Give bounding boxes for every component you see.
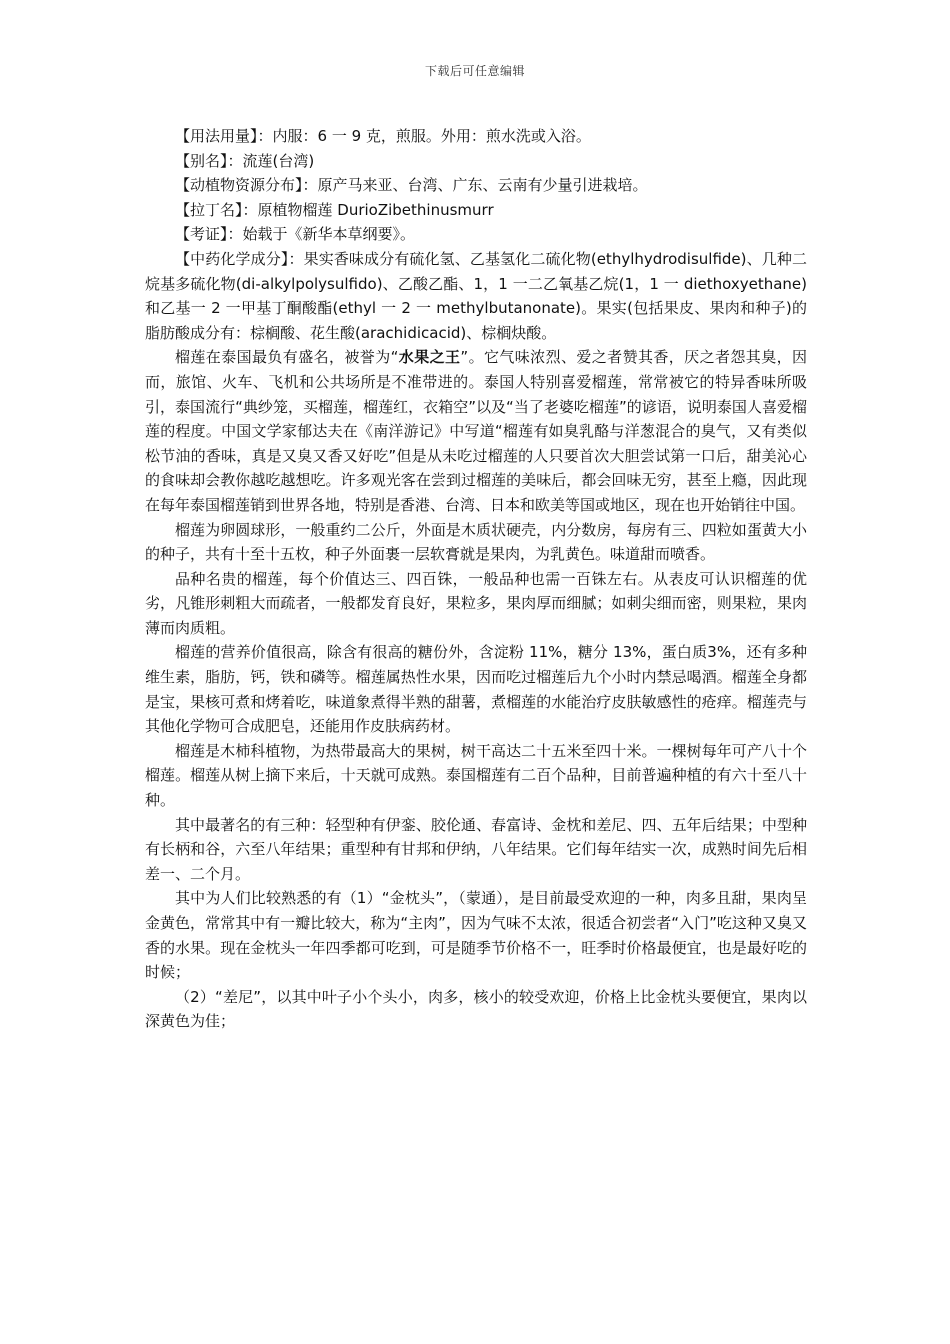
king-of-fruits-paragraph — [145, 345, 807, 517]
price-paragraph: 品种名贵的榴莲，每个价值达三、四百铢，一般品种也需一百铢左右。从表皮可认识榴莲的优劣，凡锥形刺粗大而疏者，一般都发育良好，果粒多，果肉厚而细腻；如刺尖细而密，则果粒，果肉薄而肉质粗。 — [145, 569, 807, 637]
latin-name-line: 【拉丁名】：原植物榴莲 DurioZibethinusmurr — [175, 200, 494, 219]
tree-paragraph: 榴莲是木柿科植物，为热带最高大的果树，树干高达二十五米至四十米。一棵树每年可产八十个榴莲。榴莲从树上摘下来后，十天就可成熟。泰国榴莲有二百个品种，目前普遍种植的有六十至八十种。 — [145, 741, 807, 810]
king-paragraph-prefix: 榴莲在泰国最负有盛名，被誉为“ — [175, 348, 399, 367]
shape-paragraph: 榴莲为卵圆球形，一般重约二公斤，外面是木质状硬壳，内分数房，每房有三、四粒如蛋黄大小的种子，共有十至十五枚，种子外面裹一层软膏就是果肉，为乳黄色。味道甜而喷香。 — [145, 520, 807, 564]
textual-research-line: 【考证】：始载于《新华本草纲要》。 — [175, 225, 416, 244]
king-of-fruits-emphasis: 水果之王 — [398, 348, 461, 367]
alias-line: 【别名】：流莲(台湾) — [175, 151, 315, 170]
king-paragraph-rest: ”。它气味浓烈、爱之者赞其香，厌之者怨其臭，因而，旅馆、火车、飞机和公共场所是不准带进的。泰国人特别喜爱榴莲，常常被它的特异香味所吸引，泰国流行“典纱笼，买榴莲，榴莲红，衣箱空”以及“当了老婆吃榴莲”的谚语，说明泰国人喜爱榴莲的程度。中国文学家郁达夫在《南洋游记》中写道“榴莲有如臭乳酪与洋葱混合的臭气，又有类似松节油的香味，真是又臭又香又好吃”但是从未吃过榴莲的人只要首次大胆尝试第一口后，甜美沁心的食味却会教你越吃越想吃。许多观光客在尝到过榴莲的美味后，都会回味无穷，甚至上瘾，因此现在每年泰国榴莲销到世界各地，特别是香港、台湾、日本和欧美等国或地区，现在也开始销往中国。 — [145, 348, 807, 514]
nutrition-paragraph: 榴莲的营养价值很高，除含有很高的糖份外，含淀粉 11%，糖分 13%，蛋白质3%，还有多种维生素，脂肪，钙，铁和磷等。榴莲属热性水果，因而吃过榴莲后九个小时内禁忌喝酒。榴莲全身都是宝，果核可煮和烤着吃，味道象煮得半熟的甜薯，煮榴莲的水能治疗皮肤敏感性的疮痒。榴莲壳与其他化学物可合成肥皂，还能用作皮肤病药材。 — [145, 643, 807, 736]
usage-line: 【用法用量】：内服：6 一 9 克，煎服。外用：煎水洗或入浴。 — [175, 127, 591, 145]
famous-varieties-paragraph: 其中最著名的有三种：轻型种有伊銮、胶伦通、春富诗、金枕和差尼、四、五年后结果；中型种有长柄和谷，六至八年结果；重型种有甘邦和伊纳，八年结果。它们每年结实一次，成熟时间先后相差一、二个月。 — [145, 815, 807, 883]
page-header-note: 下载后可任意编辑 — [424, 64, 525, 78]
jinzhen-paragraph: 其中为人们比较熟悉的有（1）“金枕头”，（蒙通），是目前最受欢迎的一种，肉多且甜，果肉呈金黄色，常常其中有一瓣比较大，称为“主肉”，因为气味不太浓，很适合初尝者“入门”吃这种又臭又香的水果。现在金枕头一年四季都可吃到，可是随季节价格不一，旺季时价格最便宜，也是最好吃的时候； — [145, 889, 807, 982]
distribution-line: 【动植物资源分布】：原产马来亚、台湾、广东、云南有少量引进栽培。 — [175, 176, 648, 195]
chani-paragraph: （2）“差尼”，以其中叶子小个头小，肉多，核小的较受欢迎，价格上比金枕头要便宜，果肉以深黄色为佳； — [145, 987, 807, 1031]
document-body — [145, 124, 807, 1034]
chemistry-paragraph: 【中药化学成分】：果实香味成分有硫化氢、乙基氢化二硫化物(ethylhydrodisulfide)、几种二烷基多硫化物(di-alkylpolysulfido)、乙酸乙酯、1，1 一二乙氧基乙烷(1，1 一 diethoxyethane)和乙基一 2 一甲基丁酮酸酯(ethyl 一 2 一 methylbutanonate)。果实(包括果皮、果肉和种子)的脂肪酸成分有：棕榈酸、花生酸(arachidicacid)、棕榈炔酸。 — [145, 249, 807, 342]
